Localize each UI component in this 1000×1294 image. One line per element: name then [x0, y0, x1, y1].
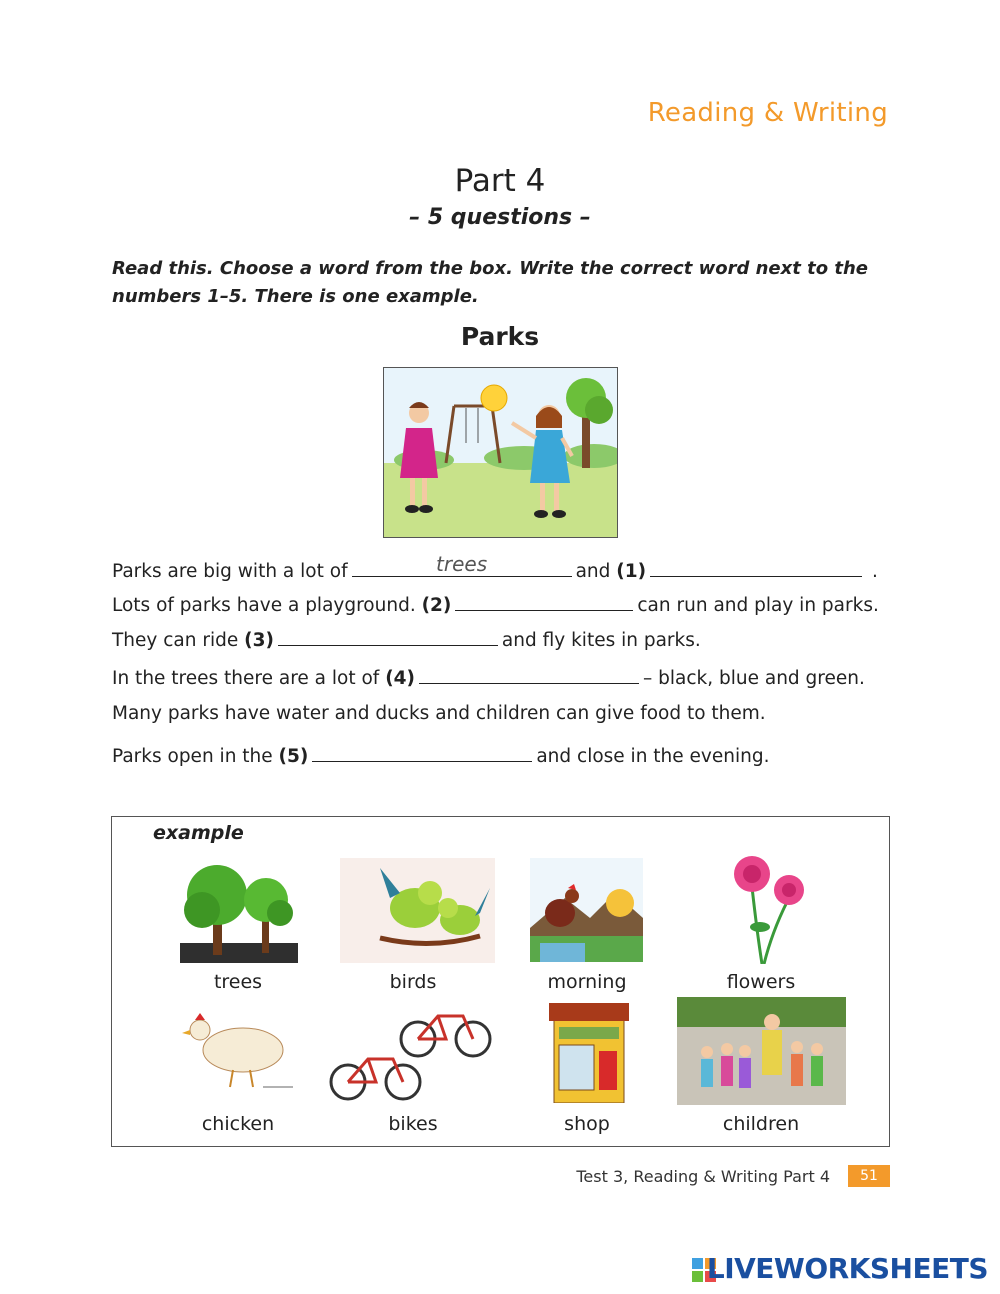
line-text: . — [871, 561, 878, 582]
line-text: Parks open in the — [112, 746, 273, 767]
answer-blank-3[interactable] — [278, 625, 498, 646]
answer-blank-4[interactable] — [419, 663, 639, 684]
chicken-picture — [178, 1005, 298, 1095]
question-number-4: (4) — [385, 668, 415, 689]
word-shop: shop — [564, 1113, 610, 1135]
answer-blank-1[interactable] — [650, 556, 862, 577]
questions-count: – 5 questions – — [409, 205, 591, 230]
line-text: They can ride — [112, 630, 239, 651]
story-line-6 — [112, 741, 769, 769]
trees-picture — [180, 855, 298, 963]
word-children: children — [722, 1113, 800, 1135]
story-line-1 — [112, 552, 878, 584]
shop-picture — [549, 1003, 629, 1103]
question-number-1: (1) — [616, 561, 647, 582]
line-text: – black, blue and green. — [643, 668, 865, 689]
line-text: and — [575, 561, 611, 582]
question-number-2: (2) — [421, 595, 452, 616]
line-text: can run and play in parks. — [637, 595, 879, 616]
story-line-5 — [112, 702, 766, 726]
line-text: Parks are big with a lot of — [112, 561, 348, 582]
page-number: 51 — [848, 1165, 890, 1187]
bikes-picture — [328, 1002, 494, 1106]
word-chicken: chicken — [201, 1113, 275, 1135]
answer-blank-5[interactable] — [312, 741, 532, 762]
park-picture — [383, 367, 618, 538]
part-title: Part 4 — [454, 163, 546, 199]
morning-picture — [530, 858, 643, 962]
footer-text: Test 3, Reading & Writing Part 4 — [576, 1167, 830, 1186]
story-line-4 — [112, 663, 865, 691]
flowers-picture — [712, 852, 812, 964]
word-birds: birds — [389, 971, 437, 993]
line-text: and close in the evening. — [536, 746, 770, 767]
word-flowers: flowers — [726, 971, 796, 993]
line-text: Many parks have water and ducks and children can give food to them. — [112, 703, 766, 724]
word-bikes: bikes — [388, 1113, 438, 1135]
example-label: example — [153, 822, 244, 844]
story-line-2 — [112, 590, 879, 618]
example-blank — [352, 552, 572, 577]
brand-name[interactable]: LIVEWORKSHEETS — [706, 1252, 988, 1285]
instructions: Read this. Choose a word from the box. Write the correct word next to the numbers 1–5. There is one example. — [112, 258, 868, 307]
story-line-3 — [112, 625, 701, 653]
question-number-3: (3) — [244, 630, 274, 651]
line-text: Lots of parks have a playground. — [112, 595, 416, 616]
story-title: Parks — [460, 322, 540, 351]
children-picture — [677, 997, 846, 1105]
answer-blank-2[interactable] — [455, 590, 633, 611]
word-trees: trees — [213, 971, 263, 993]
word-morning: morning — [547, 971, 627, 993]
birds-picture — [340, 858, 495, 963]
example-answer: trees — [436, 552, 488, 576]
question-number-5: (5) — [278, 746, 309, 767]
line-text: In the trees there are a lot of — [112, 668, 380, 689]
line-text: and fly kites in parks. — [501, 630, 701, 651]
section-title: Reading & Writing — [647, 98, 888, 128]
